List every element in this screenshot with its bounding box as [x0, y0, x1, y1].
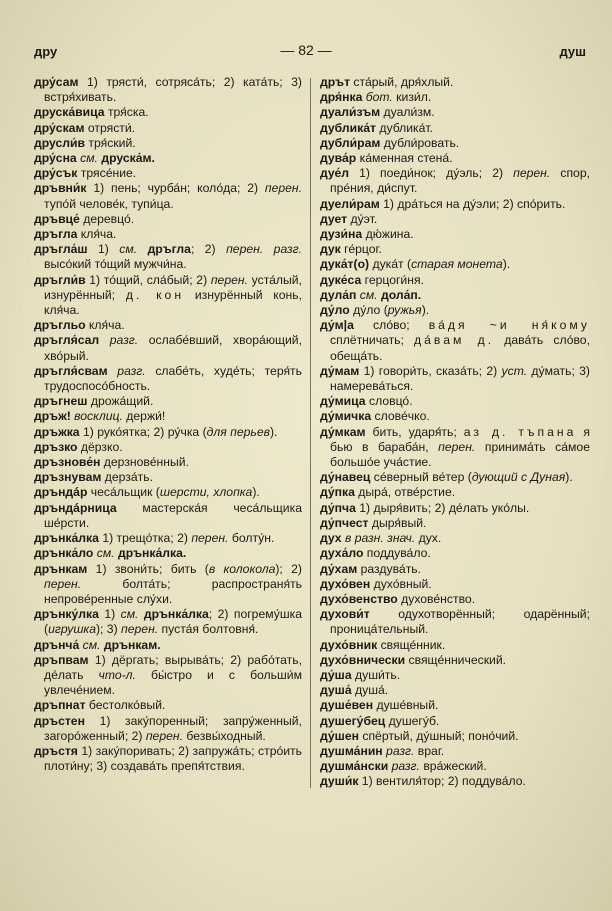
dictionary-entry	[320, 364, 590, 394]
definition-text: душе́вный.	[373, 698, 439, 713]
dictionary-entry	[320, 136, 590, 151]
headword: дубли́рам	[320, 135, 381, 150]
dictionary-entry	[34, 364, 302, 394]
grammar-label: разг.	[382, 743, 415, 758]
headword: духо́вен	[320, 576, 371, 591]
dictionary-entry	[34, 333, 302, 363]
headword: ду́шен	[320, 728, 359, 743]
definition-text: сплётничать;	[330, 333, 415, 348]
headword: ду́пка	[320, 485, 355, 500]
headword: дует	[320, 211, 348, 226]
definition-text: 1) дыря́вить; 2) де́лать уко́лы.	[355, 500, 530, 515]
headword: дръстен	[34, 713, 85, 728]
headword: ду́мичка	[320, 409, 372, 424]
dictionary-entry	[34, 136, 302, 151]
definition-text: ка́менная стена́.	[356, 151, 453, 166]
grammar-label: в разн. знач.	[341, 531, 416, 546]
dictionary-entry	[34, 440, 302, 455]
definition-text: ).	[502, 257, 511, 272]
definition-text: 1) заку́поривать; 2) запружа́ть; стро́ить плоти́ну; 3) создава́ть препя́тствия.	[44, 743, 302, 774]
example-phrase: д. кон	[125, 287, 185, 302]
definition-text: 1) трясти́, сотряса́ть; 2) ката́ть; 3) встря́хивать.	[44, 75, 302, 105]
grammar-label: шерсти, хлопка	[159, 485, 253, 500]
definition-text: 1) дра́ться на ду́эли; 2) спо́рить.	[379, 196, 566, 211]
definition-text: кизи́л.	[392, 90, 432, 105]
definition-text: спёртый, ду́шный; поно́чий.	[358, 728, 519, 743]
headword: дрънка́лка	[34, 531, 99, 546]
headword: души́к	[320, 774, 359, 789]
headword: дръзнувам	[34, 470, 102, 485]
definition-text: дю́жина.	[362, 227, 414, 242]
definition-text: трясе́ние.	[77, 166, 137, 181]
dictionary-entry	[34, 181, 302, 211]
headword: дръгля́свам	[34, 363, 108, 378]
definition-text: держи́!	[122, 409, 166, 424]
definition-text: дубли́ровать.	[380, 135, 460, 150]
grammar-label: см.	[79, 637, 101, 652]
definition-text: сло́во;	[353, 318, 429, 333]
dictionary-entry	[320, 75, 590, 90]
definition-text: 1) поеди́нок; ду́эль; 2)	[349, 166, 514, 181]
headword: дуе́л	[320, 166, 350, 181]
dictionary-entry	[34, 227, 302, 242]
dictionary-entry	[320, 303, 590, 318]
grammar-label: для перьев	[206, 424, 270, 439]
headword: ду́навец	[320, 470, 371, 485]
dictionary-entry	[320, 288, 590, 303]
grammar-label: восклиц.	[70, 409, 123, 424]
cross-reference: дрънкам.	[100, 637, 161, 652]
dictionary-entry	[320, 409, 590, 424]
definition-text: кля́ча.	[77, 227, 117, 242]
grammar-label: перен.	[44, 576, 82, 591]
dictionary-entry	[320, 638, 590, 653]
headword: дря́нка	[320, 90, 363, 105]
dictionary-entry	[34, 470, 302, 485]
definition-text: бить, ударя́ть;	[365, 424, 464, 439]
definition-text: принима́ть са́мое большо́е уча́стие.	[330, 439, 590, 470]
headword: дру́сна	[34, 151, 77, 166]
grammar-label: бот.	[362, 90, 393, 105]
definition-text: вра́жеский.	[419, 759, 487, 774]
definition-text: свяще́нник.	[377, 637, 446, 652]
headword: дръстя	[34, 743, 78, 758]
dictionary-entry	[320, 470, 590, 485]
definition-text: ); 3)	[95, 622, 122, 637]
definition-text: 1) говори́ть, сказа́ть; 2)	[359, 363, 502, 378]
headword: дру́скам	[34, 120, 85, 135]
definition-text: бы́стро и с больши́м увлече́нием.	[44, 667, 302, 698]
definition-text: духо́вный.	[370, 576, 432, 591]
definition-text: дуали́зм.	[380, 105, 435, 120]
headword: ду́мица	[320, 394, 366, 409]
dictionary-entry	[320, 698, 590, 713]
dictionary-entry	[320, 668, 590, 683]
definition-text: безвы́ходный.	[182, 728, 266, 743]
headword: дуали́зъм	[320, 105, 381, 120]
definition-text: 1)	[87, 242, 120, 257]
grammar-label: уст.	[501, 363, 528, 378]
dictionary-entry	[320, 273, 590, 288]
dictionary-entry	[34, 698, 302, 713]
definition-text: враг.	[414, 743, 445, 758]
definition-text: 1) то́щий, сла́бый; 2)	[85, 272, 211, 287]
headword: дръвни́к	[34, 181, 87, 196]
definition-text: пуста́я болтовня́.	[158, 622, 259, 637]
definition-text: ста́рый, дря́хлый.	[350, 75, 454, 89]
dictionary-entry	[34, 455, 302, 470]
grammar-label: перен.	[121, 622, 159, 637]
headword: дрънкам	[34, 561, 88, 576]
running-head-right: душ	[559, 44, 586, 59]
dictionary-entry	[320, 531, 590, 546]
headword: ду́ло	[320, 303, 350, 318]
headword: духо́внически	[320, 652, 406, 667]
cross-reference: дръгла	[137, 242, 191, 257]
headword: дублика́т	[320, 120, 376, 135]
dictionary-entry	[320, 516, 590, 531]
dictionary-entry	[34, 318, 302, 333]
dictionary-entry	[320, 744, 590, 759]
grammar-label: перен.	[191, 531, 229, 546]
definition-text: тупо́й челове́к, тупи́ца.	[44, 196, 174, 211]
headword: дрът	[320, 75, 351, 89]
headword: душма́нин	[320, 743, 383, 758]
definition-text: деревцо́.	[79, 211, 135, 226]
definition-text: кля́ча.	[85, 318, 125, 333]
dictionary-entry	[320, 485, 590, 500]
example-phrase: ва́дя ~и ня́кому	[428, 318, 590, 333]
headword: душегу́бец	[320, 713, 386, 728]
dictionary-entry	[34, 121, 302, 136]
dictionary-entry	[34, 607, 302, 637]
headword: дух	[320, 531, 342, 546]
dictionary-entry	[34, 425, 302, 440]
example-phrase: аз д. тъпана	[463, 424, 577, 439]
dictionary-entry	[320, 683, 590, 698]
dictionary-entry	[34, 653, 302, 699]
example-phrase: да́вам д.	[414, 333, 495, 348]
headword: ду́пчест	[320, 515, 369, 530]
dictionary-entry	[34, 273, 302, 319]
definition-text: ).	[252, 485, 260, 500]
headword: ду́пча	[320, 500, 356, 515]
column-divider	[310, 78, 311, 788]
dictionary-entry	[34, 242, 302, 272]
definition-text: словцо́.	[365, 394, 413, 409]
dictionary-entry	[34, 744, 302, 774]
definition-text: душегу́б.	[385, 713, 440, 728]
dictionary-entry	[320, 212, 590, 227]
headword: дрънку́лка	[34, 607, 99, 622]
dictionary-entry	[34, 546, 302, 561]
definition-text: 1) дёргать; вырыва́ть; 2) рабо́тать, де́лать	[44, 652, 302, 682]
dictionary-entry	[320, 653, 590, 668]
grammar-label: см.	[119, 242, 138, 257]
grammar-label: игрушка	[48, 622, 96, 637]
definition-text: духове́нство.	[397, 591, 476, 606]
dictionary-entry	[34, 166, 302, 181]
headword: дръндáр	[34, 485, 88, 500]
grammar-label: перен.	[264, 181, 302, 196]
definition-text: ).	[565, 470, 573, 485]
grammar-label: см.	[356, 287, 378, 302]
headword: душе́вен	[320, 698, 374, 713]
headword: душма́нски	[320, 759, 389, 774]
headword: дува́р	[320, 151, 357, 166]
dictionary-entry	[34, 409, 302, 424]
headword: дръжка	[34, 424, 80, 439]
headword: дръпнат	[34, 698, 86, 713]
grammar-label: перен.	[513, 166, 551, 181]
dictionary-entry	[34, 531, 302, 546]
headword: ду́мкам	[320, 424, 366, 439]
dictionary-entry	[320, 501, 590, 516]
headword: духо́вник	[320, 637, 378, 652]
grammar-label: что-л.	[98, 667, 136, 682]
dictionary-entry	[320, 318, 590, 364]
dictionary-entry	[34, 394, 302, 409]
headword: дръвце́	[34, 211, 80, 226]
dictionary-entry	[34, 151, 302, 166]
definition-text: изнурённый конь, кля́ча.	[44, 287, 302, 318]
dictionary-entry	[320, 759, 590, 774]
grammar-label: перен.	[145, 728, 183, 743]
headword: дръпвам	[34, 652, 89, 667]
definition-text: дава́ть сло́во, обеща́ть.	[330, 333, 590, 363]
headword: дрънча́	[34, 637, 80, 652]
headword: дръж!	[34, 409, 71, 424]
definition-text: дыра́, отве́рстие.	[354, 485, 456, 500]
definition-text: поддува́ло.	[363, 546, 431, 561]
definition-text: дыря́вый.	[368, 515, 427, 530]
dictionary-entry	[320, 774, 590, 789]
headword: дръзнове́н	[34, 455, 101, 470]
definition-text: 1) заку́поренный; запру́женный, загоро́женный; 2)	[44, 713, 302, 743]
headword: ду́мам	[320, 363, 360, 378]
headword: дуке́са	[320, 272, 362, 287]
definition-text: тря́ска.	[104, 105, 149, 120]
definition-text: чеса́льщик (	[87, 485, 160, 500]
dictionary-entry	[34, 212, 302, 227]
dictionary-entry	[320, 121, 590, 136]
dictionary-entry	[34, 562, 302, 608]
definition-text: дерзнове́нный.	[100, 455, 189, 470]
headword: духо́венство	[320, 591, 398, 606]
running-head-left: дру	[34, 44, 58, 59]
definition-text: се́верный ве́тер (	[370, 470, 472, 485]
grammar-label: разг.	[388, 759, 420, 774]
headword: духа́ло	[320, 546, 364, 561]
dictionary-entry	[320, 546, 590, 561]
grammar-label: разг.	[107, 363, 146, 378]
definition-text: ослабе́вший, хвора́ющий, хво́рый.	[44, 333, 302, 363]
definition-text: спор, пре́ния, ди́спут.	[330, 166, 590, 196]
definition-text: герцоги́ня.	[361, 272, 424, 287]
dictionary-entry	[320, 425, 590, 471]
right-column	[320, 75, 590, 790]
definition-text: дрожа́щий.	[87, 394, 154, 409]
dictionary-entry	[320, 394, 590, 409]
definition-text: ду́ло (	[349, 303, 388, 318]
headword: дръгнеш	[34, 394, 88, 409]
headword: дръгла́ш	[34, 242, 88, 257]
definition-text: дука́т (	[369, 257, 412, 272]
left-column	[34, 75, 302, 774]
definition-text: болта́ть; распространя́ть непрове́ренные слу́хи.	[44, 576, 302, 606]
dictionary-entry	[320, 105, 590, 120]
definition-text: бестолко́вый.	[85, 698, 166, 713]
definition-text: тря́ский.	[85, 135, 136, 150]
headword: дуели́рам	[320, 196, 380, 211]
headword: душа́	[320, 683, 352, 698]
definition-text: я бью в бараба́н,	[330, 424, 590, 454]
definition-text: слабе́ть, худе́ть; теря́ть трудоспосо́бность.	[44, 363, 302, 394]
headword: дръгля́сал	[34, 333, 100, 348]
definition-text: уста́лый, изнурённый;	[44, 272, 302, 302]
headword: дук	[320, 242, 341, 257]
headword: дру́сък	[34, 166, 78, 181]
cross-reference: дрънка́лка.	[114, 546, 187, 561]
headword: дузи́на	[320, 227, 363, 242]
definition-text: свяще́ннический.	[405, 652, 507, 667]
dictionary-entry	[34, 75, 302, 105]
definition-text: одухотворённый; одарённый; проница́тельный.	[330, 607, 590, 637]
headword: дръгли́в	[34, 272, 86, 287]
dictionary-entry	[320, 242, 590, 257]
grammar-label: ружья	[387, 303, 422, 318]
definition-text: болту́н.	[228, 531, 275, 546]
cross-reference: друска́м.	[97, 151, 155, 166]
definition-text: дёрзко.	[77, 439, 123, 454]
grammar-label: перен.	[210, 272, 248, 287]
dictionary-entry	[320, 197, 590, 212]
dictionary-entry	[34, 105, 302, 120]
headword: дука́т(о)	[320, 257, 370, 272]
definition-text: дух.	[415, 531, 442, 546]
definition-text: дублика́т.	[375, 120, 434, 135]
headword: дръгла	[34, 227, 78, 242]
dictionary-entry	[34, 501, 302, 531]
dictionary-entry	[34, 485, 302, 500]
headword: дръзко	[34, 439, 78, 454]
definition-text: ; 2) погрему́шка (	[44, 607, 302, 637]
grammar-label: в колокола	[208, 561, 276, 576]
grammar-label: старая монета	[411, 257, 503, 272]
grammar-label: перен. разг.	[226, 242, 303, 257]
definition-text: слове́чко.	[371, 409, 430, 424]
definition-text: ); 2)	[275, 561, 302, 576]
dictionary-entry	[320, 592, 590, 607]
definition-text: 1)	[98, 607, 121, 622]
headword: ду́хам	[320, 561, 358, 576]
dictionary-entry	[320, 577, 590, 592]
definition-text: ге́рцог.	[340, 242, 382, 257]
headword: дръгльо	[34, 318, 86, 333]
dictionary-entry	[320, 607, 590, 637]
dictionary-entry	[320, 166, 590, 196]
headword: дру́сам	[34, 75, 79, 89]
grammar-label: см.	[76, 151, 98, 166]
dictionary-entry	[320, 729, 590, 744]
headword: дула́п	[320, 287, 357, 302]
dictionary-entry	[320, 227, 590, 242]
definition-text: 1) звони́ть; бить (	[87, 561, 209, 576]
cross-reference: дрънка́лка	[138, 607, 209, 622]
dictionary-entry	[34, 638, 302, 653]
headword: ду́ша	[320, 667, 352, 682]
dictionary-entry	[320, 90, 590, 105]
definition-text: раздува́ть.	[357, 561, 422, 576]
grammar-label: перен.	[438, 439, 476, 454]
definition-text: ).	[421, 303, 430, 318]
dictionary-entry	[320, 257, 590, 272]
definition-text: 1) руко́ятка; 2) ру́чка (	[79, 424, 207, 439]
headword: друска́вица	[34, 105, 105, 120]
cross-reference: дола́п.	[377, 287, 422, 302]
headword: друсли́в	[34, 135, 85, 150]
grammar-label: см.	[120, 607, 139, 622]
definition-text: души́ть.	[351, 667, 401, 682]
page-number: — 82 —	[280, 42, 332, 58]
dictionary-entry	[34, 714, 302, 744]
headword: дръндáрница	[34, 500, 117, 515]
definition-text: дерза́ть.	[101, 470, 153, 485]
headword: ду́м|а	[320, 318, 354, 333]
definition-text: ду́эт.	[347, 211, 378, 226]
definition-text: ; 2)	[190, 242, 227, 257]
grammar-label: см.	[93, 546, 115, 561]
definition-text: отрясти́.	[84, 120, 136, 135]
definition-text: душа́.	[351, 683, 389, 698]
grammar-label: дующий с Дуная	[471, 470, 566, 485]
definition-text: ду́мать; 3) намерева́ться.	[330, 363, 590, 394]
definition-text: 1) вентиля́тор; 2) поддува́ло.	[358, 774, 526, 789]
definition-text: высо́кий то́щий мужчи́на.	[44, 257, 187, 272]
dictionary-entry	[320, 714, 590, 729]
dictionary-entry	[320, 562, 590, 577]
definition-text: мастерска́я чеса́льщика ше́рсти.	[44, 500, 302, 530]
grammar-label: разг.	[99, 333, 139, 348]
definition-text: ).	[269, 424, 278, 439]
definition-text: 1) пень; чурба́н; коло́да; 2)	[86, 181, 265, 196]
dictionary-entry	[320, 151, 590, 166]
definition-text: 1) трещо́тка; 2)	[98, 531, 192, 546]
headword: дрънка́ло	[34, 546, 94, 561]
headword: духови́т	[320, 607, 370, 622]
